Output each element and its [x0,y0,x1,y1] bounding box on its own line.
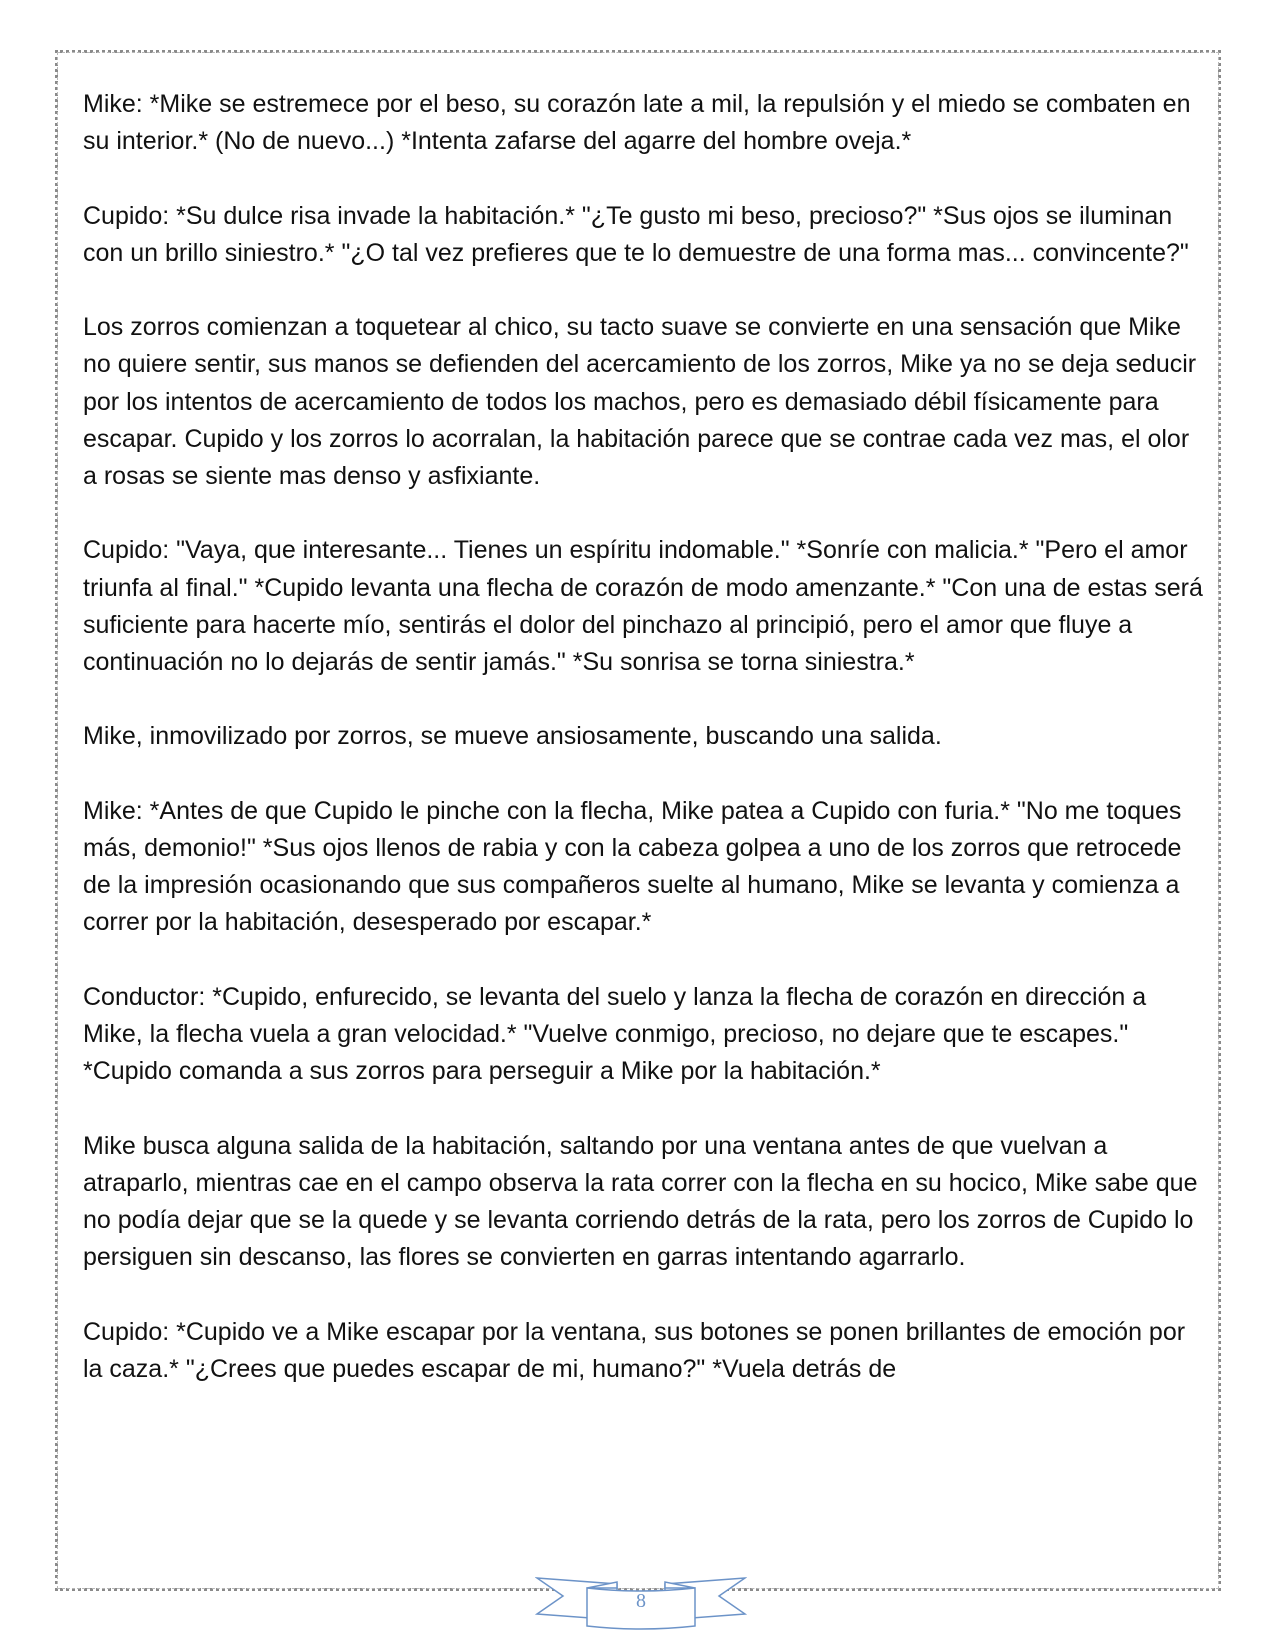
paragraph: Los zorros comienzan a toquetear al chico, su tacto suave se convierte en una sensación que Mike no quiere sentir, sus manos se defienden del acercamiento de los zorros, Mike ya no se deja seducir por los intentos de acercamiento de todos los machos, pero es demasiado débil físicamente para escapar. Cupido y los zorros lo acorralan, la habitación parece que se contrae cada vez mas, el olor a rosas se siente mas denso y asfixiante. [83,313,1197,490]
paragraph: Cupido: *Su dulce risa invade la habitación.* "¿Te gusto mi beso, precioso?" *Sus ojos se iluminan con un brillo siniestro.* "¿O tal vez prefieres que te lo demuestre de una forma mas... convincente?" [83,201,1189,267]
paragraph: Mike: *Antes de que Cupido le pinche con la flecha, Mike patea a Cupido con furia.* "No me toques más, demonio!" *Sus ojos llenos de rabia y con la cabeza golpea a uno de los zorros que retrocede de la impresión ocasionando que sus compañeros suelte al humano, Mike se levanta y comienza a correr por la habitación, desesperado por escapar.* [83,796,1182,937]
paragraph: Cupido: "Vaya, que interesante... Tienes un espíritu indomable." *Sonríe con malicia.* "Pero el amor triunfa al final." *Cupido levanta una flecha de corazón de modo amenzante.* "Con una de estas será suficiente para hacerte mío, sentirás el dolor del pinchazo al principió, pero el amor que fluye a continuación no lo dejarás de sentir jamás." *Su sonrisa se torna siniestra.* [83,536,1203,676]
paragraph: Mike, inmovilizado por zorros, se mueve ansiosamente, buscando una salida. [83,722,942,751]
paragraph: Conductor: *Cupido, enfurecido, se levanta del suelo y lanza la flecha de corazón en dirección a Mike, la flecha vuela a gran velocidad.* "Vuelve conmigo, precioso, no dejare que te escapes." *Cupido comanda a sus zorros para perseguir a Mike por la habitación.* [83,982,1147,1086]
paragraph: Cupido: *Cupido ve a Mike escapar por la ventana, sus botones se ponen brillantes de emoción por la caza.* "¿Crees que puedes escapar de mi, humano?" *Vuela detrás de [83,1317,1186,1383]
page-number: 8 [636,1590,646,1612]
paragraph: Mike: *Mike se estremece por el beso, su corazón late a mil, la repulsión y el miedo se combaten en su interior.* (No de nuevo...) *Intenta zafarse del agarre del hombre oveja.* [83,90,1191,156]
page-body [83,86,1203,1425]
paragraph: Mike busca alguna salida de la habitación, saltando por una ventana antes de que vuelvan a atraparlo, mientras cae en el campo observa la rata correr con la flecha en su hocico, Mike sabe que no podía dejar que se la quede y se levanta corriendo detrás de la rata, pero los zorros de Cupido lo persiguen sin descanso, las flores se convierten en garras intentando agarrarlo. [83,1131,1198,1272]
page-number-ribbon [535,1570,747,1630]
